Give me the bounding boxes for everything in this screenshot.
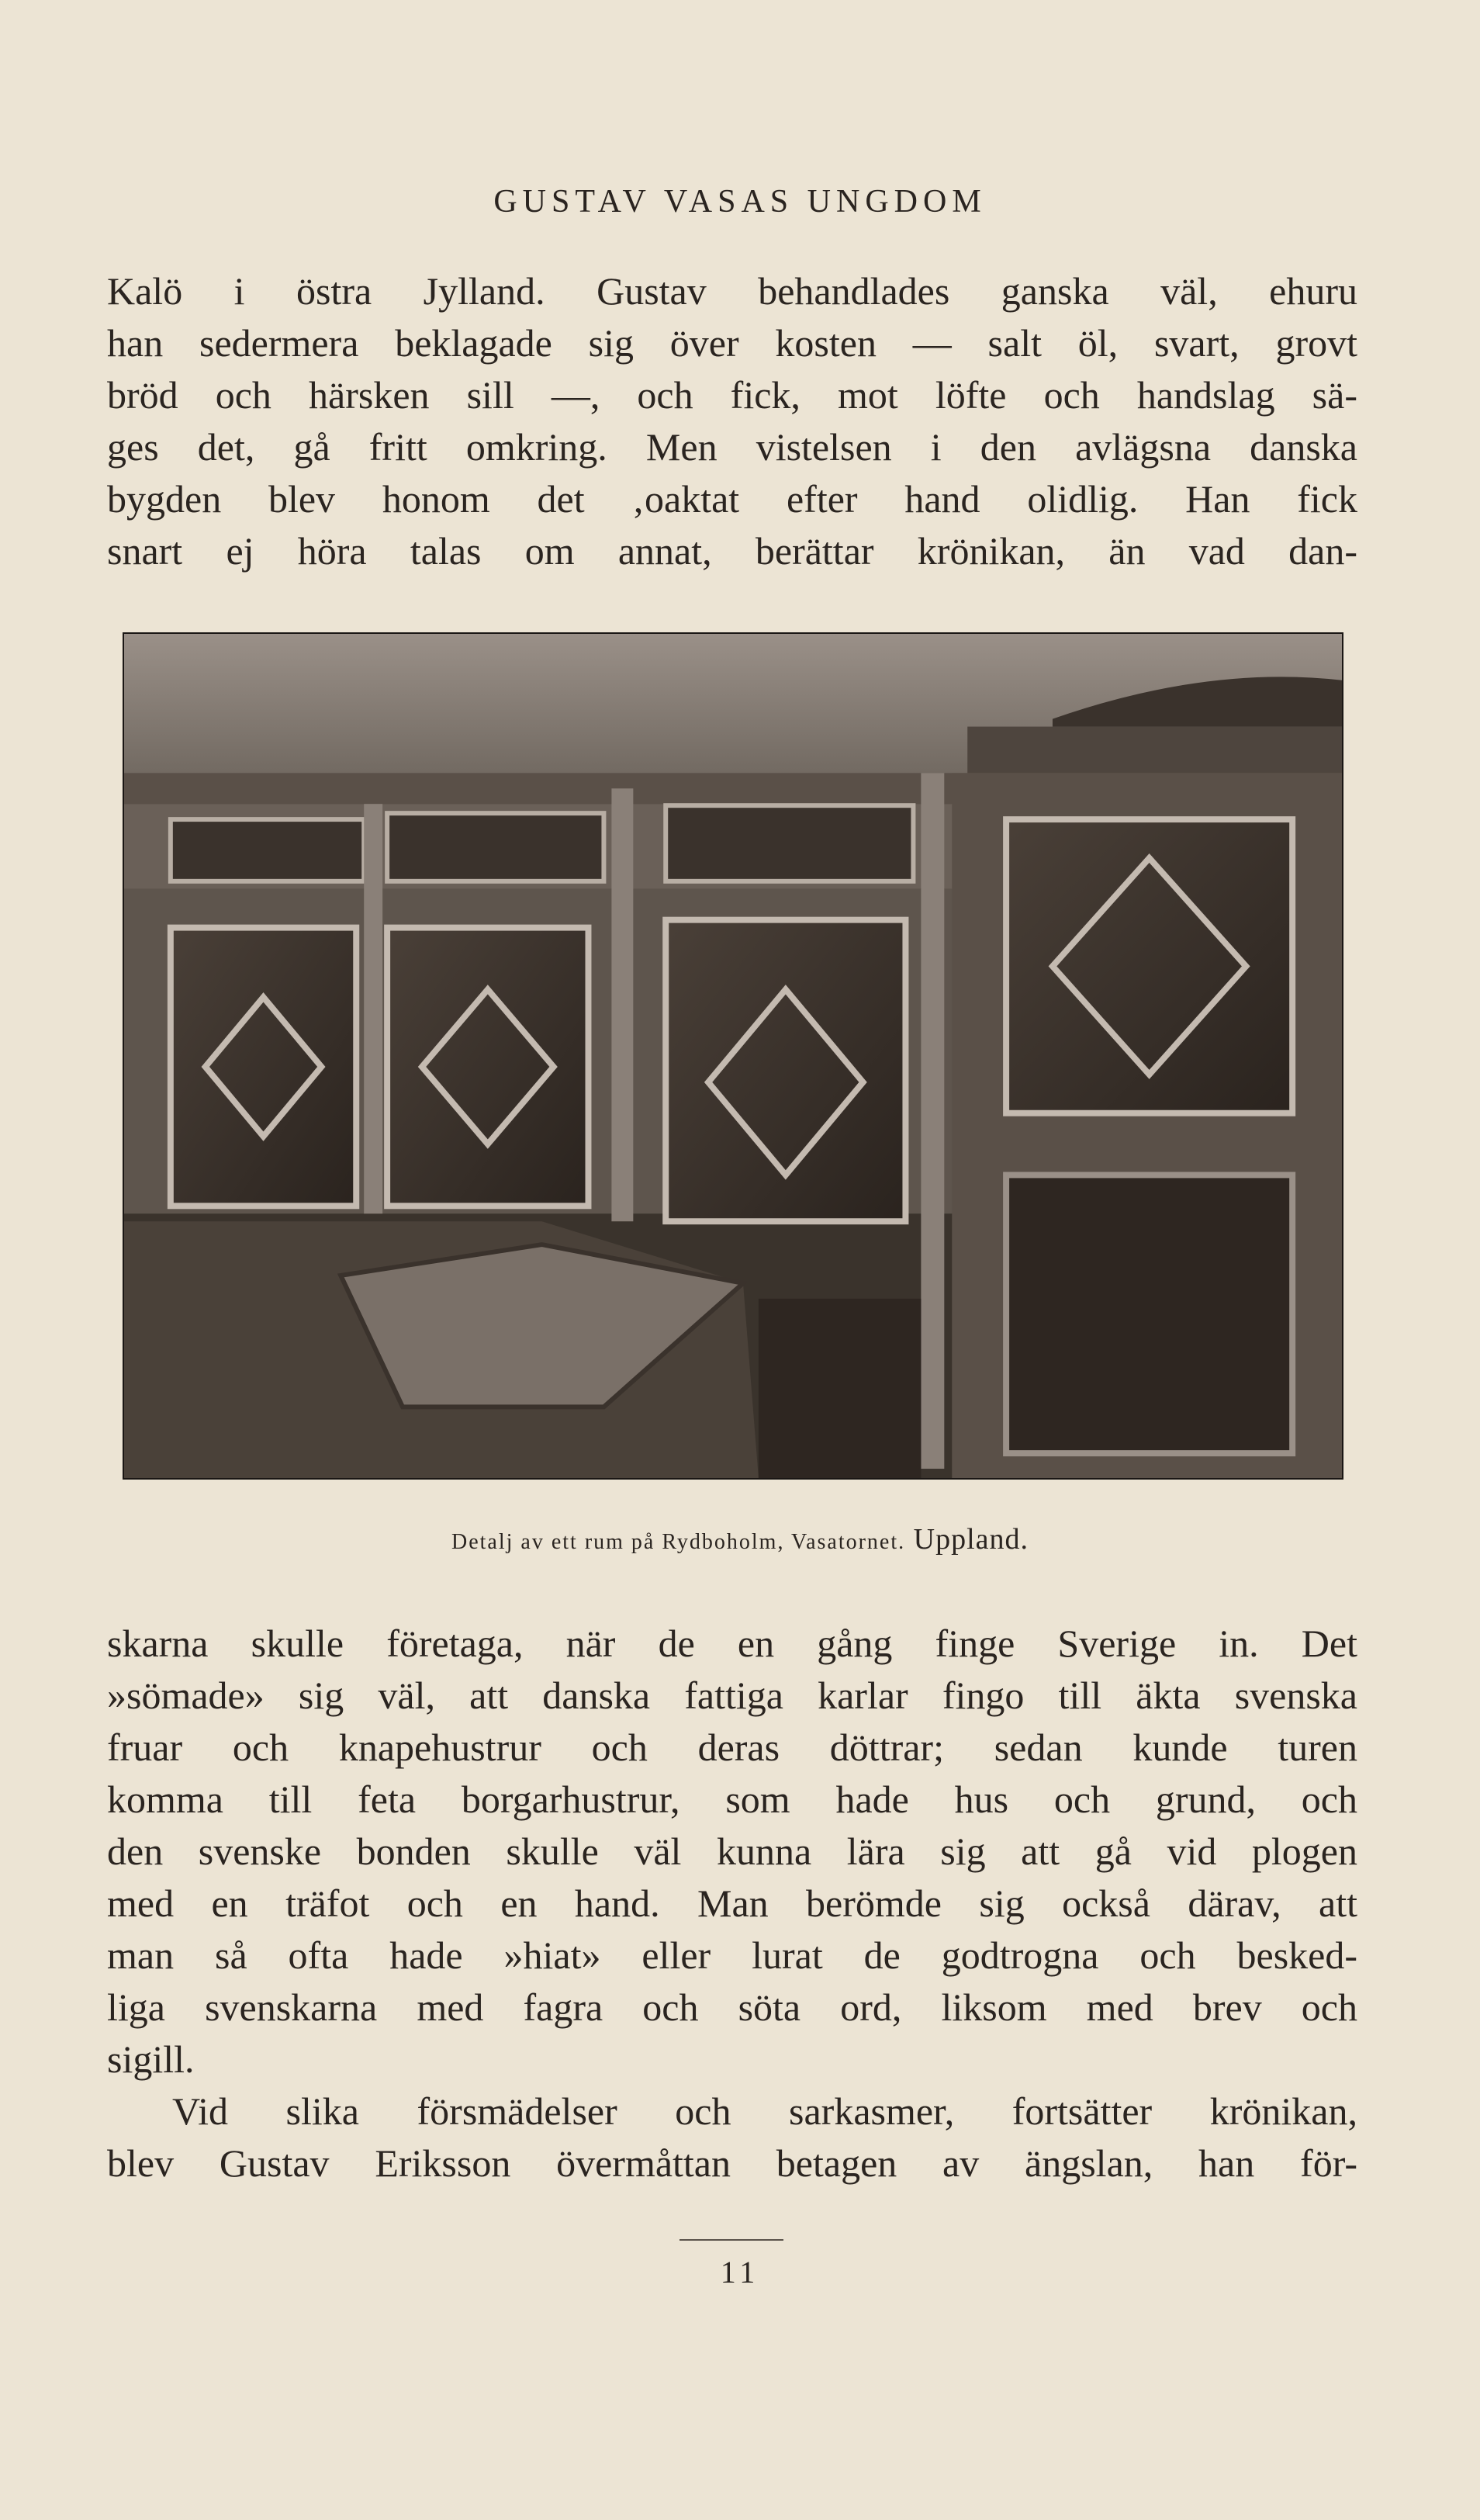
photo-illustration bbox=[124, 634, 1342, 1478]
figure-caption bbox=[0, 1522, 1480, 1556]
text-line: han sedermera beklagade sig över kosten — salt öl, svart, grovt bbox=[107, 321, 1357, 365]
text-line: den svenske bonden skulle väl kunna lära sig att gå vid plogen bbox=[107, 1829, 1357, 1873]
text-line: Kalö i östra Jylland. Gustav behandlades ganska väl, ehuru bbox=[107, 269, 1357, 313]
text-line: komma till feta borgarhustrur, som hade hus och grund, och bbox=[107, 1778, 1357, 1821]
text-line: man så ofta hade »hiat» eller lurat de godtrogna och besked- bbox=[107, 1933, 1357, 1977]
text-line: sigill. bbox=[107, 2037, 195, 2081]
caption-region: Uppland. bbox=[913, 1523, 1029, 1556]
footer-rule bbox=[679, 2239, 783, 2241]
text-line: »sömade» sig väl, att danska fattiga karlar fingo till äkta svenska bbox=[107, 1674, 1357, 1717]
text-line: skarna skulle företaga, när de en gång finge Sverige in. Det bbox=[107, 1622, 1357, 1665]
photograph-paneled-room bbox=[123, 632, 1343, 1480]
text-line: ges det, gå fritt omkring. Men vistelsen i den avlägsna danska bbox=[107, 425, 1357, 469]
body-text-bottom bbox=[107, 1618, 1357, 2189]
body-text-top bbox=[107, 265, 1357, 577]
text-line: bygden blev honom det ‚oaktat efter hand olidlig. Han fick bbox=[107, 477, 1357, 521]
page-number: 11 bbox=[720, 2255, 760, 2290]
text-line: snart ej höra talas om annat, berättar krönikan, än vad dan- bbox=[107, 529, 1357, 573]
text-line: bröd och härsken sill —, och fick, mot löfte och handslag sä- bbox=[107, 373, 1357, 417]
running-head: GUSTAV VASAS UNGDOM bbox=[493, 184, 987, 220]
text-line: med en träfot och en hand. Man berömde sig också därav, att bbox=[107, 1881, 1357, 1925]
text-line: Vid slika försmädelser och sarkasmer, fortsätter krönikan, bbox=[172, 2089, 1357, 2133]
text-line: blev Gustav Eriksson övermåttan betagen av ängslan, han för- bbox=[107, 2141, 1357, 2185]
caption-title: Detalj av ett rum på Rydboholm, Vasatornet. bbox=[451, 1530, 906, 1554]
text-line: fruar och knapehustrur och deras döttrar; sedan kunde turen bbox=[107, 1726, 1357, 1769]
text-line: liga svenskarna med fagra och söta ord, liksom med brev och bbox=[107, 1985, 1357, 2029]
